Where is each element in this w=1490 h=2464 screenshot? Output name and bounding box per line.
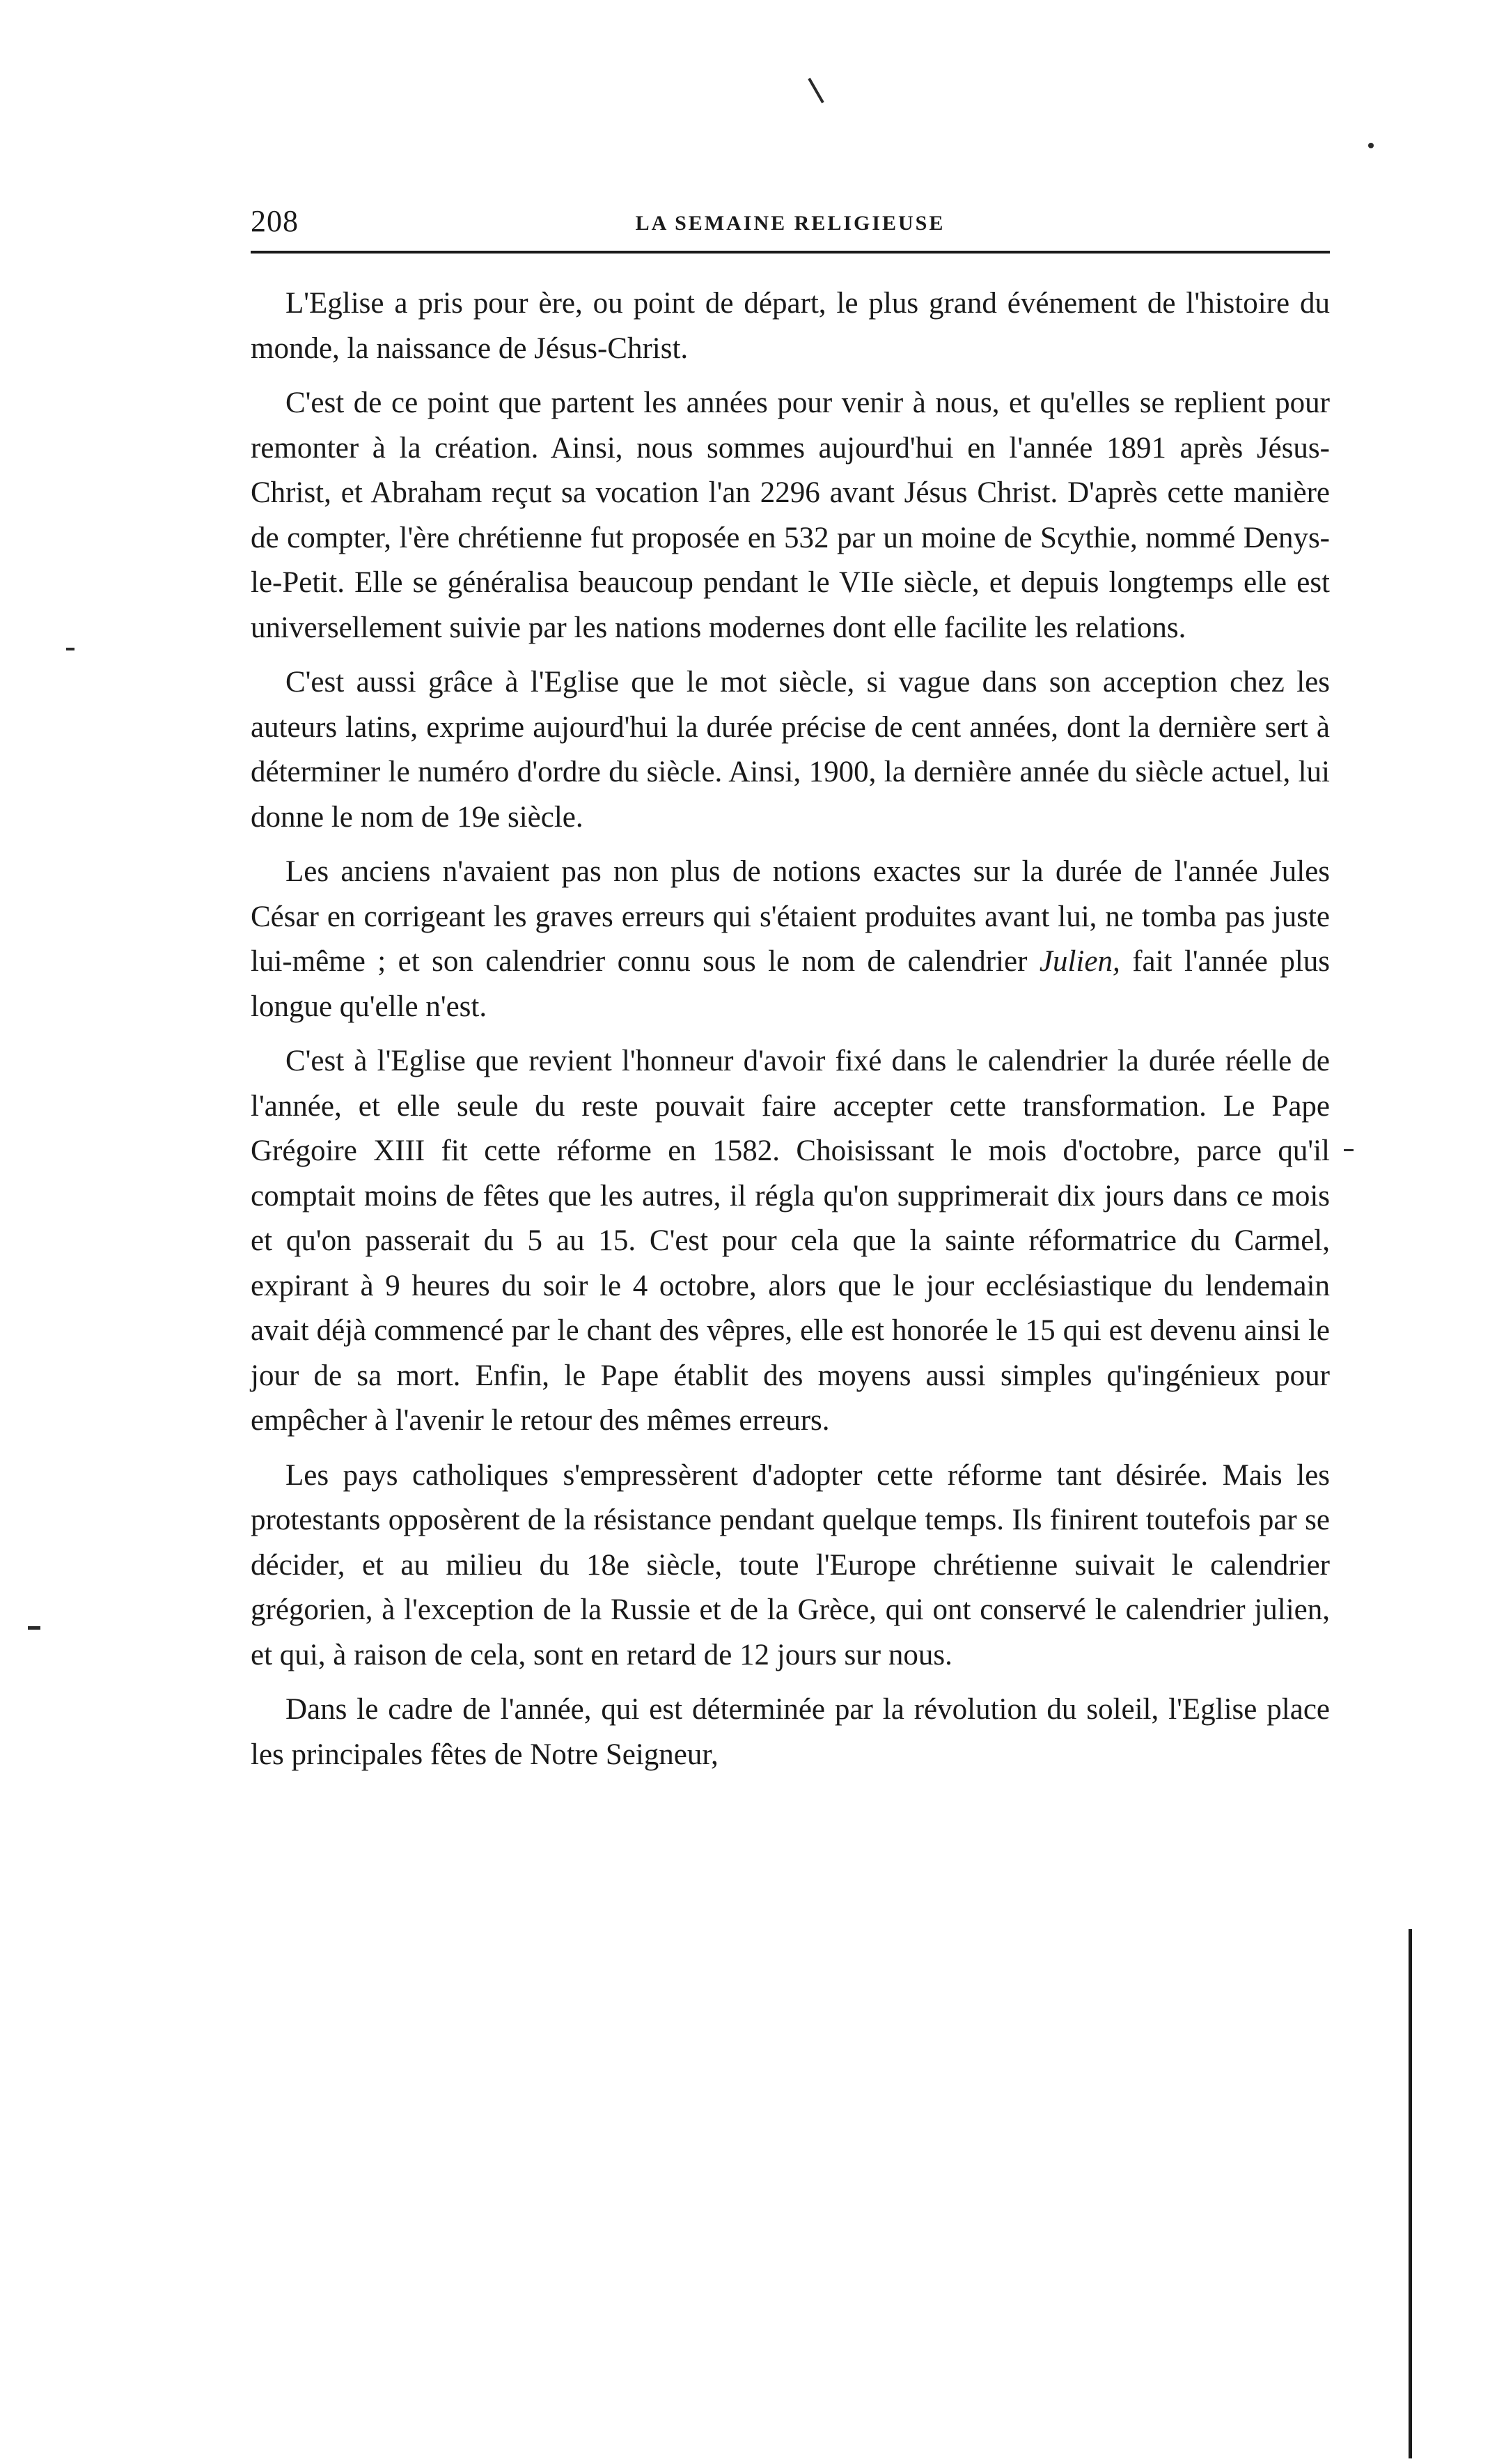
paragraph-years: C'est de ce point que partent les années pour venir à nous, et qu'elles se replient pour remonter à la création. Ainsi, nous sommes aujourd'hui en l'année 1891 après Jésus-Christ, et Abraham reçut sa vocation l'an 2296 avant Jésus Christ. D'après cette manière de compter, l'ère chrétienne fut proposée en 532 par un moine de Scythie, nommé Denys-le-Petit. Elle se généralisa beaucoup pendant le VIIe siècle, et depuis longtemps elle est universellement suivie par les nations modernes dont elle facilite les relations. bbox=[251, 387, 1330, 644]
paragraph-adoption: Les pays catholiques s'empressèrent d'adopter cette réforme tant désirée. Mais les protestants opposèrent de la résistance pendant quelque temps. Ils finirent toutefois par se décider, et au milieu du 18e siècle, toute l'Europe chrétienne suivait le calendrier grégorien, à l'exception de la Russie et de la Grèce, qui ont conservé le calendrier julien, et qui, à raison de cela, sont en retard de 12 jours sur nous. bbox=[251, 1458, 1330, 1671]
running-head bbox=[251, 202, 1330, 254]
scan-speck bbox=[28, 1626, 40, 1630]
scan-speck bbox=[66, 648, 74, 650]
paragraph-julian bbox=[251, 850, 1330, 1029]
scan-speck bbox=[808, 78, 824, 104]
paragraph-century: C'est aussi grâce à l'Eglise que le mot siècle, si vague dans son acception chez les auteurs latins, exprime aujourd'hui la durée précise de cent années, dont la dernière sert à déterminer le numéro d'ordre du siècle. Ainsi, 1900, la dernière année du siècle actuel, lui donne le nom de 19e siècle. bbox=[251, 666, 1330, 834]
running-title: LA SEMAINE RELIGIEUSE bbox=[635, 212, 946, 235]
julian-tail: fait l'année plus longue qu'elle n'est. bbox=[251, 945, 1331, 1023]
page-number: 208 bbox=[251, 204, 299, 238]
paragraph-feasts: Dans le cadre de l'année, qui est déterminée par la révolution du soleil, l'Eglise place les principales fêtes de Notre Seigneur, bbox=[251, 1693, 1330, 1771]
julian-text: Les anciens n'avaient pas non plus de notions exactes sur la durée de l'année Jules César en corrigeant les graves erreurs qui s'étaient produites avant lui, ne tomba pas juste lui-même ; et son calendrier connu sous le nom de calendrier bbox=[251, 855, 1330, 978]
scan-speck bbox=[1368, 143, 1374, 148]
scan-speck bbox=[1344, 1149, 1354, 1151]
paragraph-gregorian-reform: C'est à l'Eglise que revient l'honneur d'avoir fixé dans le calendrier la durée réelle de l'année, et elle seule du reste pouvait faire accepter cette transformation. Le Pape Grégoire XIII fit cette réforme en 1582. Choisissant le mois d'octobre, parce qu'il comptait moins de fêtes que les autres, il régla qu'on supprimerait dix jours dans ce mois et qu'on passerait du 5 au 15. C'est pour cela que la sainte réformatrice du Carmel, expirant à 9 heures du soir le 4 octobre, alors que le jour ecclésiastique du lendemain avait déjà commencé par le chant des vêpres, elle est honorée le 15 qui est devenu ainsi le jour de sa mort. Enfin, le Pape établit des moyens aussi simples qu'ingénieux pour empêcher à l'avenir le retour des mêmes erreurs. bbox=[251, 1045, 1330, 1437]
paragraph-era: L'Eglise a pris pour ère, ou point de départ, le plus grand événement de l'histoire du monde, la naissance de Jésus-Christ. bbox=[251, 287, 1330, 365]
book-page bbox=[251, 202, 1330, 1787]
body-text bbox=[251, 281, 1330, 1777]
page-edge-shadow bbox=[1409, 1929, 1412, 2458]
julien-italic: Julien, bbox=[1039, 945, 1120, 978]
